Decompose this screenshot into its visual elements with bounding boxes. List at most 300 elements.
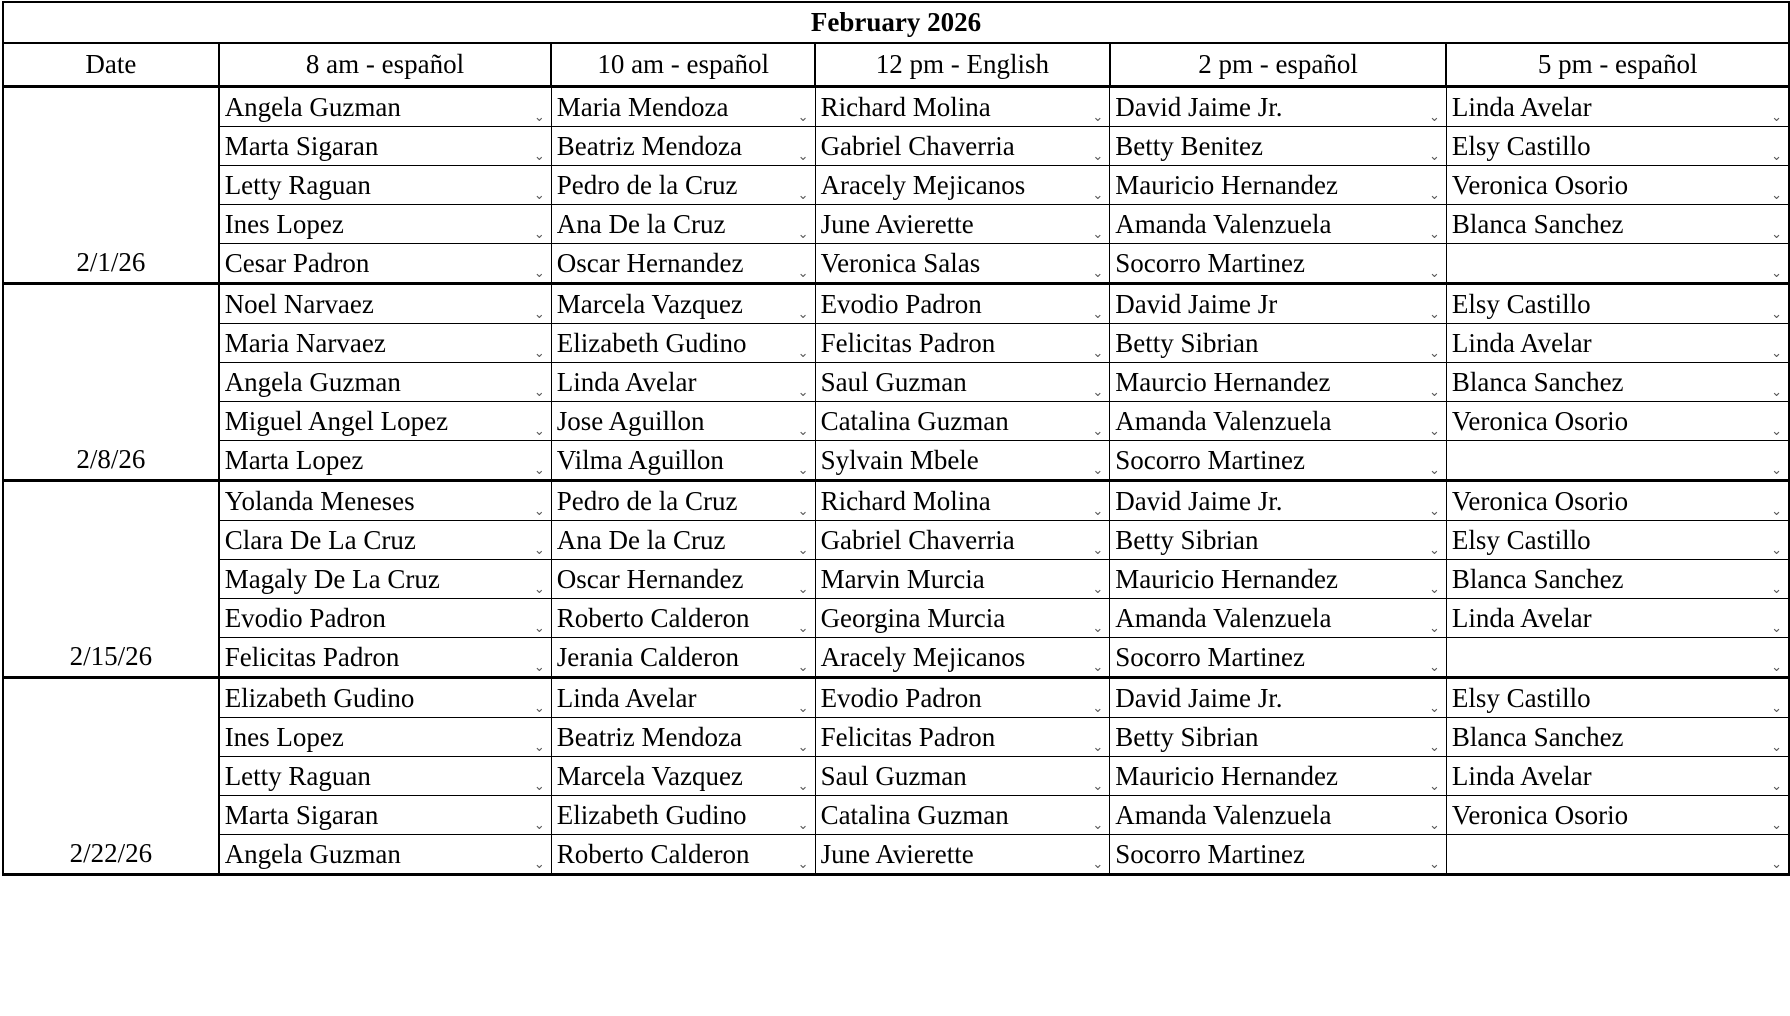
- assignment-cell-2pm[interactable]: [1110, 205, 1447, 244]
- dropdown-arrow-icon[interactable]: ⌄: [1092, 110, 1104, 125]
- assignment-cell-5pm[interactable]: [1446, 363, 1789, 402]
- assignee-name: Jerania Calderon: [556, 642, 739, 672]
- assignee-name: Beatriz Mendoza: [556, 722, 742, 752]
- assignment-cell-5pm[interactable]: [1446, 127, 1789, 166]
- assignee-name: Roberto Calderon: [556, 603, 750, 633]
- assignment-cell-10am[interactable]: [551, 324, 815, 363]
- header-12pm: 12 pm - English: [815, 43, 1110, 87]
- assignment-cell-5pm[interactable]: [1446, 599, 1789, 638]
- dropdown-arrow-icon[interactable]: ⌄: [533, 346, 545, 361]
- assignment-cell-2pm[interactable]: [1110, 718, 1447, 757]
- assignment-cell-8am[interactable]: [219, 284, 552, 324]
- assignee-name: Blanca Sanchez: [1451, 367, 1624, 397]
- assignee-name: Marcela Vazquez: [556, 289, 743, 319]
- assignment-cell-10am[interactable]: [551, 166, 815, 205]
- assignment-cell-12pm[interactable]: [815, 599, 1110, 638]
- assignee-name: Richard Molina: [820, 486, 991, 516]
- dropdown-arrow-icon[interactable]: ⌄: [1771, 110, 1782, 125]
- assignee-name: Marvin Murcia: [820, 564, 985, 594]
- table-row: [3, 127, 1789, 166]
- assignment-cell-12pm[interactable]: [815, 835, 1110, 875]
- table-row: [3, 599, 1789, 638]
- dropdown-arrow-icon[interactable]: ⌄: [1771, 543, 1782, 558]
- assignment-cell-10am[interactable]: [551, 796, 815, 835]
- dropdown-arrow-icon[interactable]: ⌄: [1092, 818, 1104, 833]
- assignee-name: Evodio Padron: [820, 683, 982, 713]
- assignee-name: David Jaime Jr: [1115, 289, 1278, 319]
- dropdown-arrow-icon[interactable]: ⌄: [1092, 543, 1104, 558]
- assignee-name: Betty Sibrian: [1115, 328, 1259, 358]
- dropdown-arrow-icon[interactable]: ⌄: [797, 463, 809, 478]
- table-row: [3, 796, 1789, 835]
- assignment-cell-2pm[interactable]: [1110, 599, 1447, 638]
- dropdown-arrow-icon[interactable]: ⌄: [1771, 857, 1782, 872]
- assignment-cell-12pm[interactable]: [815, 127, 1110, 166]
- assignment-cell-5pm[interactable]: [1446, 244, 1789, 284]
- table-row: [3, 441, 1789, 481]
- dropdown-arrow-icon[interactable]: ⌄: [1771, 149, 1782, 164]
- assignment-cell-2pm[interactable]: [1110, 166, 1447, 205]
- dropdown-arrow-icon[interactable]: ⌄: [1092, 621, 1104, 636]
- assignee-name: Linda Avelar: [556, 367, 697, 397]
- assignment-cell-5pm[interactable]: [1446, 481, 1789, 521]
- assignment-cell-12pm[interactable]: [815, 678, 1110, 718]
- dropdown-arrow-icon[interactable]: ⌄: [797, 266, 809, 281]
- dropdown-arrow-icon[interactable]: ⌄: [1428, 227, 1440, 242]
- dropdown-arrow-icon[interactable]: ⌄: [1771, 307, 1782, 322]
- dropdown-arrow-icon[interactable]: ⌄: [533, 424, 545, 439]
- assignment-cell-5pm[interactable]: [1446, 757, 1789, 796]
- dropdown-arrow-icon[interactable]: ⌄: [533, 110, 545, 125]
- assignee-name: Catalina Guzman: [820, 800, 1009, 830]
- assignee-name: Marta Sigaran: [224, 131, 379, 161]
- assignment-cell-2pm[interactable]: [1110, 521, 1447, 560]
- assignee-name: Linda Avelar: [1451, 92, 1592, 122]
- assignment-cell-12pm[interactable]: [815, 796, 1110, 835]
- assignee-name: Blanca Sanchez: [1451, 209, 1624, 239]
- assignee-name: Gabriel Chaverria: [820, 131, 1015, 161]
- dropdown-arrow-icon[interactable]: ⌄: [1771, 188, 1782, 203]
- dropdown-arrow-icon[interactable]: ⌄: [797, 818, 809, 833]
- dropdown-arrow-icon[interactable]: ⌄: [797, 621, 809, 636]
- dropdown-arrow-icon[interactable]: ⌄: [1428, 779, 1440, 794]
- assignee-name: Blanca Sanchez: [1451, 564, 1624, 594]
- dropdown-arrow-icon[interactable]: ⌄: [1771, 385, 1782, 400]
- dropdown-arrow-icon[interactable]: ⌄: [1092, 857, 1104, 872]
- assignee-name: Marta Sigaran: [224, 800, 379, 830]
- assignment-cell-5pm[interactable]: [1446, 835, 1789, 875]
- assignee-name: Magaly De La Cruz: [224, 564, 440, 594]
- dropdown-arrow-icon[interactable]: ⌄: [533, 660, 545, 675]
- dropdown-arrow-icon[interactable]: ⌄: [797, 857, 809, 872]
- assignment-cell-10am[interactable]: [551, 205, 815, 244]
- schedule-table: [2, 1, 1790, 876]
- assignment-cell-8am[interactable]: [219, 87, 552, 127]
- dropdown-arrow-icon[interactable]: ⌄: [1771, 779, 1782, 794]
- dropdown-arrow-icon[interactable]: ⌄: [797, 307, 809, 322]
- assignee-name: Clara De La Cruz: [224, 525, 416, 555]
- assignment-cell-12pm[interactable]: [815, 87, 1110, 127]
- dropdown-arrow-icon[interactable]: ⌄: [1428, 266, 1440, 281]
- dropdown-arrow-icon[interactable]: ⌄: [533, 227, 545, 242]
- assignment-cell-12pm[interactable]: [815, 402, 1110, 441]
- dropdown-arrow-icon[interactable]: ⌄: [533, 621, 545, 636]
- assignment-cell-2pm[interactable]: [1110, 835, 1447, 875]
- header-2pm: 2 pm - español: [1110, 43, 1447, 87]
- assignee-name: Angela Guzman: [224, 367, 401, 397]
- assignment-cell-2pm[interactable]: [1110, 363, 1447, 402]
- assignee-name: Linda Avelar: [1451, 603, 1592, 633]
- assignment-cell-12pm[interactable]: [815, 244, 1110, 284]
- assignee-name: Sylvain Mbele: [820, 445, 979, 475]
- assignee-name: Letty Raguan: [224, 170, 371, 200]
- dropdown-arrow-icon[interactable]: ⌄: [797, 582, 809, 597]
- assignee-name: Aracely Mejicanos: [820, 642, 1026, 672]
- assignee-name: Yolanda Meneses: [224, 486, 415, 516]
- assignment-cell-10am[interactable]: [551, 402, 815, 441]
- dropdown-arrow-icon[interactable]: ⌄: [533, 463, 545, 478]
- dropdown-arrow-icon[interactable]: ⌄: [797, 701, 809, 716]
- assignee-name: Pedro de la Cruz: [556, 170, 738, 200]
- assignee-name: Maria Mendoza: [556, 92, 729, 122]
- assignee-name: Veronica Salas: [820, 248, 981, 278]
- dropdown-arrow-icon[interactable]: ⌄: [533, 740, 545, 755]
- dropdown-arrow-icon[interactable]: ⌄: [1771, 424, 1782, 439]
- assignment-cell-8am[interactable]: [219, 678, 552, 718]
- assignment-cell-8am[interactable]: [219, 481, 552, 521]
- dropdown-arrow-icon[interactable]: ⌄: [1428, 504, 1440, 519]
- assignee-name: Catalina Guzman: [820, 406, 1009, 436]
- dropdown-arrow-icon[interactable]: ⌄: [1092, 740, 1104, 755]
- table-row: [3, 244, 1789, 284]
- assignment-cell-8am[interactable]: [219, 796, 552, 835]
- assignment-cell-2pm[interactable]: [1110, 638, 1447, 678]
- dropdown-arrow-icon[interactable]: ⌄: [797, 779, 809, 794]
- assignment-cell-5pm[interactable]: [1446, 166, 1789, 205]
- assignee-name: Felicitas Padron: [224, 642, 400, 672]
- assignment-cell-10am[interactable]: [551, 284, 815, 324]
- assignee-name: Pedro de la Cruz: [556, 486, 738, 516]
- assignment-cell-12pm[interactable]: [815, 166, 1110, 205]
- dropdown-arrow-icon[interactable]: ⌄: [1428, 149, 1440, 164]
- table-row: [3, 363, 1789, 402]
- dropdown-arrow-icon[interactable]: ⌄: [1428, 385, 1440, 400]
- assignee-name: Felicitas Padron: [820, 722, 996, 752]
- dropdown-arrow-icon[interactable]: ⌄: [533, 582, 545, 597]
- assignee-name: Elsy Castillo: [1451, 683, 1591, 713]
- assignment-cell-5pm[interactable]: [1446, 441, 1789, 481]
- assignment-cell-8am[interactable]: [219, 166, 552, 205]
- assignment-cell-8am[interactable]: [219, 205, 552, 244]
- assignment-cell-8am[interactable]: [219, 599, 552, 638]
- assignee-name: June Avierette: [820, 839, 974, 869]
- dropdown-arrow-icon[interactable]: ⌄: [533, 779, 545, 794]
- assignment-cell-5pm[interactable]: [1446, 796, 1789, 835]
- table-row: [3, 560, 1789, 599]
- assignment-cell-8am[interactable]: [219, 402, 552, 441]
- dropdown-arrow-icon[interactable]: ⌄: [1428, 857, 1440, 872]
- assignment-cell-5pm[interactable]: [1446, 205, 1789, 244]
- assignee-name: Elsy Castillo: [1451, 289, 1591, 319]
- dropdown-arrow-icon[interactable]: ⌄: [1428, 660, 1440, 675]
- dropdown-arrow-icon[interactable]: ⌄: [533, 307, 545, 322]
- assignment-cell-10am[interactable]: [551, 599, 815, 638]
- assignee-name: Elizabeth Gudino: [556, 328, 747, 358]
- assignment-cell-8am[interactable]: [219, 244, 552, 284]
- dropdown-arrow-icon[interactable]: ⌄: [1428, 818, 1440, 833]
- assignment-cell-2pm[interactable]: [1110, 87, 1447, 127]
- assignment-cell-10am[interactable]: [551, 521, 815, 560]
- dropdown-arrow-icon[interactable]: ⌄: [1771, 660, 1782, 675]
- dropdown-arrow-icon[interactable]: ⌄: [797, 149, 809, 164]
- assignment-cell-2pm[interactable]: [1110, 324, 1447, 363]
- assignment-cell-10am[interactable]: [551, 363, 815, 402]
- assignee-name: Miguel Angel Lopez: [224, 406, 449, 436]
- dropdown-arrow-icon[interactable]: ⌄: [1092, 307, 1104, 322]
- assignment-cell-8am[interactable]: [219, 324, 552, 363]
- dropdown-arrow-icon[interactable]: ⌄: [1771, 818, 1782, 833]
- assignee-name: Ana De la Cruz: [556, 209, 726, 239]
- assignment-cell-12pm[interactable]: [815, 481, 1110, 521]
- table-row: [3, 205, 1789, 244]
- assignment-cell-10am[interactable]: [551, 560, 815, 599]
- dropdown-arrow-icon[interactable]: ⌄: [533, 857, 545, 872]
- dropdown-arrow-icon[interactable]: ⌄: [797, 504, 809, 519]
- dropdown-arrow-icon[interactable]: ⌄: [1092, 346, 1104, 361]
- assignee-name: Roberto Calderon: [556, 839, 750, 869]
- week-date: 2/8/26: [3, 284, 219, 481]
- dropdown-arrow-icon[interactable]: ⌄: [533, 385, 545, 400]
- dropdown-arrow-icon[interactable]: ⌄: [1092, 582, 1104, 597]
- dropdown-arrow-icon[interactable]: ⌄: [797, 110, 809, 125]
- assignment-cell-10am[interactable]: [551, 244, 815, 284]
- assignment-cell-8am[interactable]: [219, 560, 552, 599]
- dropdown-arrow-icon[interactable]: ⌄: [1092, 463, 1104, 478]
- assignment-cell-12pm[interactable]: [815, 205, 1110, 244]
- assignee-name: Veronica Osorio: [1451, 406, 1629, 436]
- dropdown-arrow-icon[interactable]: ⌄: [1428, 582, 1440, 597]
- assignment-cell-2pm[interactable]: [1110, 402, 1447, 441]
- dropdown-arrow-icon[interactable]: ⌄: [1428, 740, 1440, 755]
- assignment-cell-5pm[interactable]: [1446, 284, 1789, 324]
- assignee-name: Veronica Osorio: [1451, 170, 1629, 200]
- table-row: [3, 757, 1789, 796]
- dropdown-arrow-icon[interactable]: ⌄: [797, 227, 809, 242]
- assignment-cell-12pm[interactable]: [815, 638, 1110, 678]
- header-date: Date: [3, 43, 219, 87]
- assignment-cell-12pm[interactable]: [815, 757, 1110, 796]
- assignee-name: Mauricio Hernandez: [1115, 564, 1338, 594]
- assignment-cell-10am[interactable]: [551, 678, 815, 718]
- assignment-cell-12pm[interactable]: [815, 284, 1110, 324]
- dropdown-arrow-icon[interactable]: ⌄: [797, 740, 809, 755]
- assignment-cell-5pm[interactable]: [1446, 560, 1789, 599]
- assignment-cell-12pm[interactable]: [815, 718, 1110, 757]
- assignment-cell-5pm[interactable]: [1446, 402, 1789, 441]
- dropdown-arrow-icon[interactable]: ⌄: [797, 385, 809, 400]
- assignment-cell-2pm[interactable]: [1110, 560, 1447, 599]
- assignee-name: Mauricio Hernandez: [1115, 761, 1338, 791]
- assignee-name: Letty Raguan: [224, 761, 371, 791]
- dropdown-arrow-icon[interactable]: ⌄: [1428, 543, 1440, 558]
- assignee-name: Socorro Martinez: [1115, 642, 1305, 672]
- assignment-cell-5pm[interactable]: [1446, 718, 1789, 757]
- assignment-cell-2pm[interactable]: [1110, 127, 1447, 166]
- dropdown-arrow-icon[interactable]: ⌄: [1428, 307, 1440, 322]
- assignee-name: Maria Narvaez: [224, 328, 386, 358]
- dropdown-arrow-icon[interactable]: ⌄: [1771, 582, 1782, 597]
- assignment-cell-5pm[interactable]: [1446, 87, 1789, 127]
- assignment-cell-2pm[interactable]: [1110, 757, 1447, 796]
- dropdown-arrow-icon[interactable]: ⌄: [1771, 504, 1782, 519]
- assignee-name: David Jaime Jr.: [1115, 486, 1283, 516]
- assignment-cell-10am[interactable]: [551, 835, 815, 875]
- assignee-name: Socorro Martinez: [1115, 248, 1305, 278]
- table-row: [3, 284, 1789, 324]
- assignee-name: Ines Lopez: [224, 209, 344, 239]
- header-10am: 10 am - español: [551, 43, 815, 87]
- dropdown-arrow-icon[interactable]: ⌄: [797, 188, 809, 203]
- table-row: [3, 481, 1789, 521]
- dropdown-arrow-icon[interactable]: ⌄: [797, 424, 809, 439]
- assignee-name: Saul Guzman: [820, 367, 967, 397]
- header-8am: 8 am - español: [219, 43, 552, 87]
- dropdown-arrow-icon[interactable]: ⌄: [533, 266, 545, 281]
- dropdown-arrow-icon[interactable]: ⌄: [1092, 660, 1104, 675]
- dropdown-arrow-icon[interactable]: ⌄: [1771, 740, 1782, 755]
- assignment-cell-8am[interactable]: [219, 638, 552, 678]
- assignment-cell-12pm[interactable]: [815, 441, 1110, 481]
- assignment-cell-10am[interactable]: [551, 441, 815, 481]
- assignee-name: Aracely Mejicanos: [820, 170, 1026, 200]
- table-row: [3, 718, 1789, 757]
- assignment-cell-5pm[interactable]: [1446, 521, 1789, 560]
- assignment-cell-10am[interactable]: [551, 87, 815, 127]
- dropdown-arrow-icon[interactable]: ⌄: [533, 818, 545, 833]
- assignment-cell-8am[interactable]: [219, 521, 552, 560]
- dropdown-arrow-icon[interactable]: ⌄: [1092, 227, 1104, 242]
- assignment-cell-12pm[interactable]: [815, 560, 1110, 599]
- assignee-name: Oscar Hernandez: [556, 248, 744, 278]
- dropdown-arrow-icon[interactable]: ⌄: [533, 701, 545, 716]
- dropdown-arrow-icon[interactable]: ⌄: [797, 346, 809, 361]
- dropdown-arrow-icon[interactable]: ⌄: [533, 543, 545, 558]
- dropdown-arrow-icon[interactable]: ⌄: [1092, 385, 1104, 400]
- assignment-cell-10am[interactable]: [551, 638, 815, 678]
- dropdown-arrow-icon[interactable]: ⌄: [1428, 463, 1440, 478]
- assignee-name: Georgina Murcia: [820, 603, 1006, 633]
- schedule-body: [3, 87, 1789, 875]
- assignee-name: June Avierette: [820, 209, 974, 239]
- dropdown-arrow-icon[interactable]: ⌄: [797, 660, 809, 675]
- table-row: [3, 402, 1789, 441]
- dropdown-arrow-icon[interactable]: ⌄: [1092, 149, 1104, 164]
- assignee-name: Vilma Aguillon: [556, 445, 724, 475]
- dropdown-arrow-icon[interactable]: ⌄: [1428, 346, 1440, 361]
- dropdown-arrow-icon[interactable]: ⌄: [1092, 424, 1104, 439]
- assignment-cell-10am[interactable]: [551, 481, 815, 521]
- assignment-cell-8am[interactable]: [219, 363, 552, 402]
- dropdown-arrow-icon[interactable]: ⌄: [1092, 504, 1104, 519]
- dropdown-arrow-icon[interactable]: ⌄: [1428, 621, 1440, 636]
- assignee-name: Elsy Castillo: [1451, 131, 1591, 161]
- dropdown-arrow-icon[interactable]: ⌄: [533, 504, 545, 519]
- week-date: 2/22/26: [3, 678, 219, 875]
- assignee-name: Elizabeth Gudino: [224, 683, 415, 713]
- dropdown-arrow-icon[interactable]: ⌄: [1771, 621, 1782, 636]
- assignment-cell-10am[interactable]: [551, 127, 815, 166]
- assignee-name: Veronica Osorio: [1451, 800, 1629, 830]
- table-row: [3, 87, 1789, 127]
- assignment-cell-5pm[interactable]: [1446, 324, 1789, 363]
- assignment-cell-2pm[interactable]: [1110, 284, 1447, 324]
- assignee-name: Gabriel Chaverria: [820, 525, 1015, 555]
- assignee-name: Ines Lopez: [224, 722, 344, 752]
- assignment-cell-12pm[interactable]: [815, 521, 1110, 560]
- assignee-name: Jose Aguillon: [556, 406, 705, 436]
- assignment-cell-2pm[interactable]: [1110, 796, 1447, 835]
- assignment-cell-12pm[interactable]: [815, 363, 1110, 402]
- assignment-cell-2pm[interactable]: [1110, 678, 1447, 718]
- assignment-cell-8am[interactable]: [219, 127, 552, 166]
- assignee-name: Amanda Valenzuela: [1115, 209, 1332, 239]
- assignee-name: Socorro Martinez: [1115, 839, 1305, 869]
- assignment-cell-8am[interactable]: [219, 835, 552, 875]
- assignment-cell-2pm[interactable]: [1110, 441, 1447, 481]
- assignee-name: Linda Avelar: [1451, 761, 1592, 791]
- assignee-name: Amanda Valenzuela: [1115, 406, 1332, 436]
- assignment-cell-2pm[interactable]: [1110, 481, 1447, 521]
- dropdown-arrow-icon[interactable]: ⌄: [533, 188, 545, 203]
- assignee-name: Beatriz Mendoza: [556, 131, 742, 161]
- assignment-cell-5pm[interactable]: [1446, 678, 1789, 718]
- dropdown-arrow-icon[interactable]: ⌄: [1092, 701, 1104, 716]
- dropdown-arrow-icon[interactable]: ⌄: [1428, 701, 1440, 716]
- dropdown-arrow-icon[interactable]: ⌄: [1092, 266, 1104, 281]
- dropdown-arrow-icon[interactable]: ⌄: [1771, 346, 1782, 361]
- assignment-cell-12pm[interactable]: [815, 324, 1110, 363]
- table-row: [3, 835, 1789, 875]
- dropdown-arrow-icon[interactable]: ⌄: [1092, 779, 1104, 794]
- dropdown-arrow-icon[interactable]: ⌄: [1771, 227, 1782, 242]
- assignee-name: Felicitas Padron: [820, 328, 996, 358]
- table-row: [3, 521, 1789, 560]
- assignee-name: Blanca Sanchez: [1451, 722, 1624, 752]
- dropdown-arrow-icon[interactable]: ⌄: [1092, 188, 1104, 203]
- table-row: [3, 678, 1789, 718]
- assignee-name: Veronica Osorio: [1451, 486, 1629, 516]
- dropdown-arrow-icon[interactable]: ⌄: [1428, 424, 1440, 439]
- assignment-cell-2pm[interactable]: [1110, 244, 1447, 284]
- assignee-name: Betty Sibrian: [1115, 525, 1259, 555]
- assignment-cell-10am[interactable]: [551, 757, 815, 796]
- assignment-cell-5pm[interactable]: [1446, 638, 1789, 678]
- assignee-name: Noel Narvaez: [224, 289, 374, 319]
- dropdown-arrow-icon[interactable]: ⌄: [1428, 110, 1440, 125]
- dropdown-arrow-icon[interactable]: ⌄: [1771, 266, 1782, 281]
- assignment-cell-8am[interactable]: [219, 718, 552, 757]
- dropdown-arrow-icon[interactable]: ⌄: [797, 543, 809, 558]
- dropdown-arrow-icon[interactable]: ⌄: [1771, 463, 1782, 478]
- assignee-name: Elsy Castillo: [1451, 525, 1591, 555]
- assignment-cell-8am[interactable]: [219, 757, 552, 796]
- assignment-cell-8am[interactable]: [219, 441, 552, 481]
- dropdown-arrow-icon[interactable]: ⌄: [1771, 701, 1782, 716]
- table-row: [3, 166, 1789, 205]
- dropdown-arrow-icon[interactable]: ⌄: [1428, 188, 1440, 203]
- dropdown-arrow-icon[interactable]: ⌄: [533, 149, 545, 164]
- assignment-cell-10am[interactable]: [551, 718, 815, 757]
